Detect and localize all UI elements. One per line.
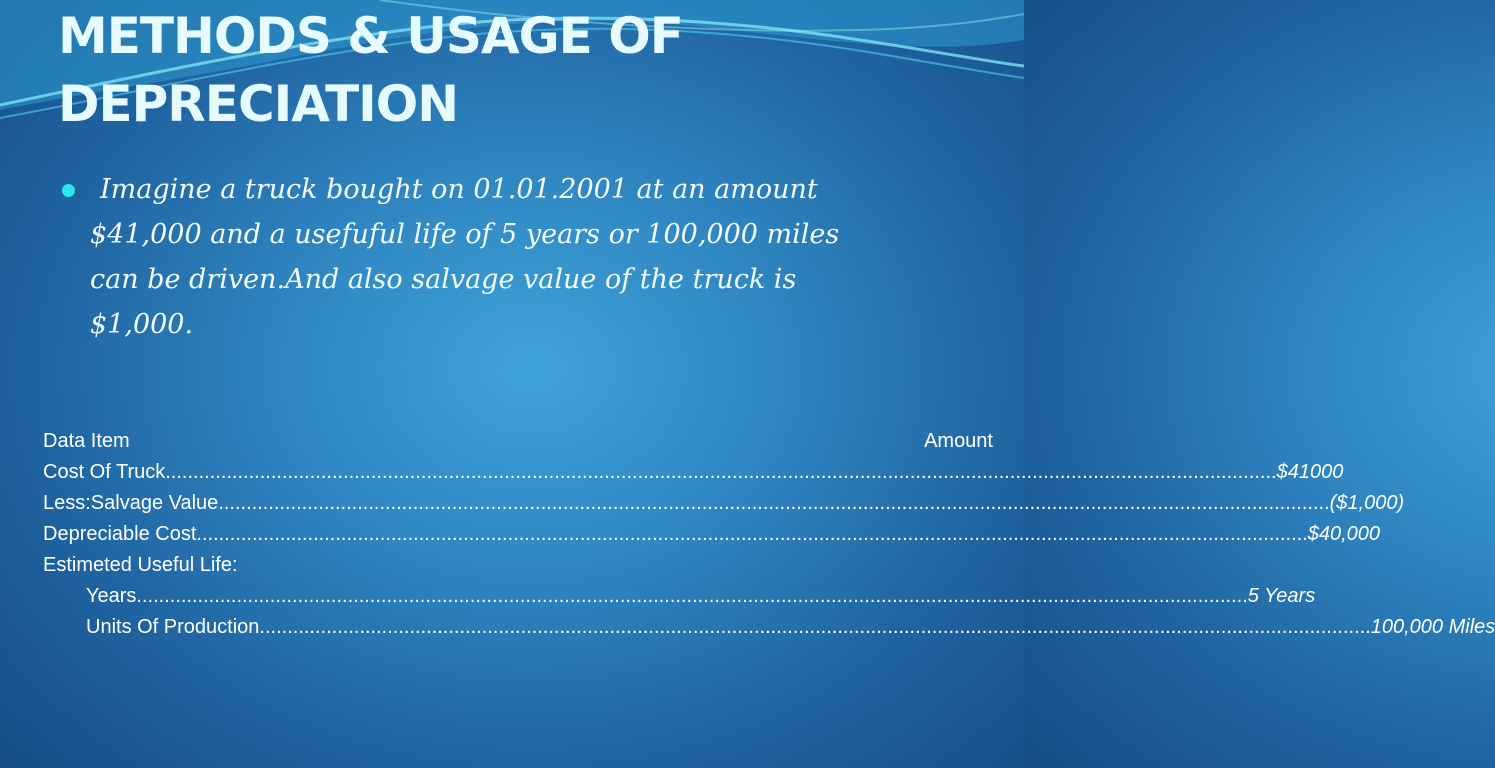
row-value: 100,000 Miles (1370, 616, 1495, 638)
row-value: $40,000 (1307, 523, 1381, 545)
row-label: Cost Of Truck (43, 461, 166, 483)
table-row-cost-of-truck (43, 457, 1344, 488)
depreciation-data-table (43, 426, 1495, 643)
header-data-item: Data Item (43, 430, 130, 452)
bullet-dot-icon (62, 184, 75, 197)
row-label: Units Of Production (86, 616, 260, 638)
header-amount: Amount (924, 430, 993, 452)
dot-leader: ........................................................................................................................................................................................................ (196, 523, 1308, 545)
row-value: ($1,000) (1329, 492, 1405, 514)
row-label: Years (86, 585, 137, 607)
row-value: $41000 (1276, 461, 1344, 483)
table-section-useful-life (43, 550, 1003, 581)
bullet-text (62, 167, 942, 347)
dot-leader: ........................................................................................................................................................................................................ (259, 616, 1371, 638)
table-header-row (43, 426, 1003, 457)
dot-leader: ........................................................................................................................................................................................................ (165, 461, 1277, 483)
row-label: Less:Salvage Value (43, 492, 219, 514)
dot-leader: ........................................................................................................................................................................................................ (218, 492, 1330, 514)
bullet-line-4: $1,000. (90, 309, 194, 340)
bullet-line-2: $41,000 and a usefuful life of 5 years or 100,000 miles (90, 219, 840, 250)
table-row-salvage-value (43, 488, 1405, 519)
section-label: Estimeted Useful Life: (43, 554, 238, 576)
row-label: Depreciable Cost (43, 523, 197, 545)
bullet-line-3: can be driven.And also salvage value of the truck is (90, 264, 797, 295)
slide-title-line-2: DEPRECIATION (58, 75, 459, 133)
bullet-line-1: Imagine a truck bought on 01.01.2001 at an amount (100, 174, 818, 205)
slide-title-line-1: METHODS & USAGE OF (58, 7, 683, 65)
slide-title (58, 2, 998, 138)
table-row-units-of-production (86, 612, 1495, 643)
table-row-depreciable-cost (43, 519, 1381, 550)
row-value: 5 Years (1247, 585, 1316, 607)
bullet-item (62, 167, 942, 347)
dot-leader: ........................................................................................................................................................................................................ (136, 585, 1248, 607)
table-row-years (86, 581, 1316, 612)
